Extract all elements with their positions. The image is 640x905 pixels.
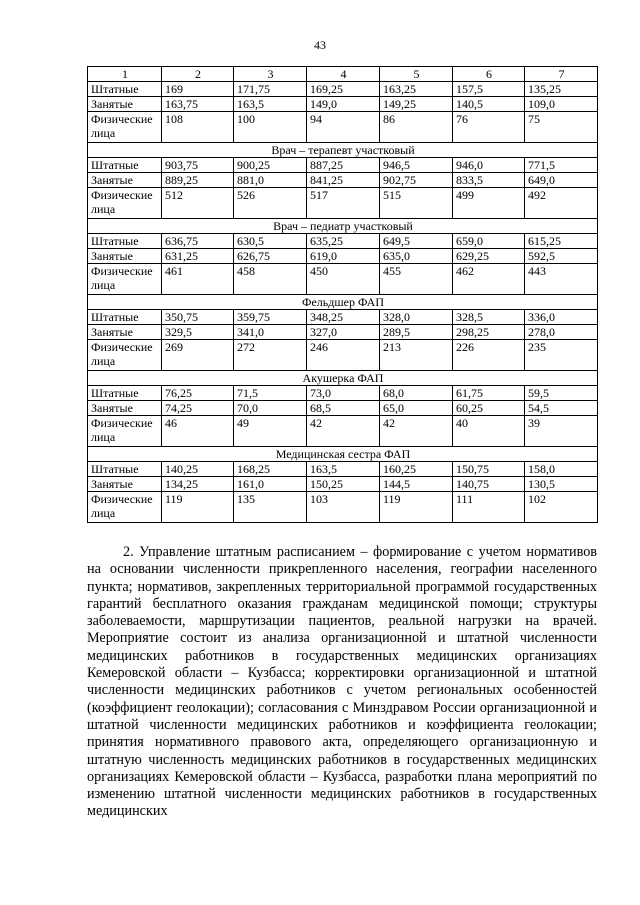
table-cell: 458 [234, 264, 307, 295]
table-row [88, 249, 598, 264]
row-label: Штатные [88, 462, 162, 477]
table-cell: 130,5 [525, 477, 598, 492]
table-cell: 515 [380, 188, 453, 219]
table-cell: 76 [453, 112, 525, 143]
table-cell: 161,0 [234, 477, 307, 492]
row-label: Штатные [88, 234, 162, 249]
table-cell: 636,75 [162, 234, 234, 249]
table-cell: 350,75 [162, 310, 234, 325]
row-label: Занятые [88, 249, 162, 264]
table-row [88, 112, 598, 143]
table-cell: 946,0 [453, 158, 525, 173]
table-cell: 102 [525, 492, 598, 523]
table-cell: 68,0 [380, 386, 453, 401]
row-label: Штатные [88, 310, 162, 325]
table-cell: 649,0 [525, 173, 598, 188]
table-cell: 630,5 [234, 234, 307, 249]
table-cell: 119 [380, 492, 453, 523]
table-cell: 71,5 [234, 386, 307, 401]
table-cell: 902,75 [380, 173, 453, 188]
table-cell: 635,0 [380, 249, 453, 264]
table-cell: 74,25 [162, 401, 234, 416]
staffing-table [87, 66, 598, 523]
table-cell: 157,5 [453, 82, 525, 97]
table-cell: 100 [234, 112, 307, 143]
table-cell: 144,5 [380, 477, 453, 492]
table-cell: 659,0 [453, 234, 525, 249]
table-cell: 841,25 [307, 173, 380, 188]
table-cell: 168,25 [234, 462, 307, 477]
row-label: Занятые [88, 401, 162, 416]
table-row [88, 401, 598, 416]
table-cell: 327,0 [307, 325, 380, 340]
table-cell: 86 [380, 112, 453, 143]
table-cell: 160,25 [380, 462, 453, 477]
table-cell: 512 [162, 188, 234, 219]
table-row [88, 173, 598, 188]
table-row [88, 264, 598, 295]
table-cell: 336,0 [525, 310, 598, 325]
table-cell: 635,25 [307, 234, 380, 249]
table-cell: 169 [162, 82, 234, 97]
table-cell: 359,75 [234, 310, 307, 325]
table-cell: 619,0 [307, 249, 380, 264]
table-cell: 946,5 [380, 158, 453, 173]
table-cell: 629,25 [453, 249, 525, 264]
table-cell: 771,5 [525, 158, 598, 173]
table-cell: 163,5 [307, 462, 380, 477]
table-cell: 289,5 [380, 325, 453, 340]
section-title: Акушерка ФАП [88, 371, 598, 386]
table-cell: 226 [453, 340, 525, 371]
table-cell: 341,0 [234, 325, 307, 340]
table-cell: 134,25 [162, 477, 234, 492]
table-cell: 328,0 [380, 310, 453, 325]
row-label: Штатные [88, 82, 162, 97]
section-title-row [88, 447, 598, 462]
table-cell: 150,25 [307, 477, 380, 492]
column-header: 1 [88, 67, 162, 82]
table-cell: 163,75 [162, 97, 234, 112]
table-cell: 492 [525, 188, 598, 219]
section-title-row [88, 295, 598, 310]
table-row [88, 416, 598, 447]
row-label: Занятые [88, 97, 162, 112]
row-label: Штатные [88, 386, 162, 401]
table-cell: 649,5 [380, 234, 453, 249]
table-cell: 135,25 [525, 82, 598, 97]
table-cell: 40 [453, 416, 525, 447]
table-cell: 833,5 [453, 173, 525, 188]
table-cell: 881,0 [234, 173, 307, 188]
table-cell: 171,75 [234, 82, 307, 97]
table-cell: 75 [525, 112, 598, 143]
table-cell: 329,5 [162, 325, 234, 340]
body-paragraph: 2. Управление штатным расписанием – формирование с учетом нормативов на основании численности прикрепленного населения, географии населенного пункта; нормативов, закрепленных территориальной программой государственных гарантий бесплатного оказания гражданам медицинской помощи; структуры заболеваемости, маршрутизации пациентов, реальной нагрузки на врачей. Мероприятие состоит из анализа организационной и штатной численности медицинских работников в государственных медицинских организациях Кемеровской области – Кузбасса; корректировки организационной и штатной численности медицинских работников с учетом региональных особенностей (коэффициент геолокации); согласования с Минздравом России организационной и штатной численности медицинских работников и коэффициента геолокации; принятия нормативного правового акта, определяющего организационную и штатную численность медицинских работников в государственных медицинских организациях Кемеровской области – Кузбасса, разработки плана мероприятий по изменению штатной численности медицинских работников в государственных медицинских [87, 544, 597, 820]
table-cell: 499 [453, 188, 525, 219]
table-cell: 903,75 [162, 158, 234, 173]
table-cell: 111 [453, 492, 525, 523]
table-cell: 109,0 [525, 97, 598, 112]
section-title: Медицинская сестра ФАП [88, 447, 598, 462]
table-cell: 60,25 [453, 401, 525, 416]
table-cell: 76,25 [162, 386, 234, 401]
page-number: 43 [314, 38, 326, 52]
row-label: Занятые [88, 477, 162, 492]
table-cell: 140,5 [453, 97, 525, 112]
table-cell: 163,25 [380, 82, 453, 97]
table-cell: 462 [453, 264, 525, 295]
table-cell: 61,75 [453, 386, 525, 401]
table-cell: 73,0 [307, 386, 380, 401]
table-row [88, 234, 598, 249]
row-label: Занятые [88, 325, 162, 340]
table-cell: 278,0 [525, 325, 598, 340]
table-row [88, 492, 598, 523]
table-cell: 592,5 [525, 249, 598, 264]
table-cell: 140,75 [453, 477, 525, 492]
table-row [88, 477, 598, 492]
table-row [88, 188, 598, 219]
table-cell: 517 [307, 188, 380, 219]
table-cell: 150,75 [453, 462, 525, 477]
table-cell: 94 [307, 112, 380, 143]
table-cell: 70,0 [234, 401, 307, 416]
table-cell: 42 [307, 416, 380, 447]
column-header: 2 [162, 67, 234, 82]
table-row [88, 325, 598, 340]
table-cell: 119 [162, 492, 234, 523]
section-title-row [88, 371, 598, 386]
column-header: 3 [234, 67, 307, 82]
table-cell: 135 [234, 492, 307, 523]
table-cell: 46 [162, 416, 234, 447]
section-title: Врач – педиатр участковый [88, 219, 598, 234]
column-header: 7 [525, 67, 598, 82]
table-cell: 887,25 [307, 158, 380, 173]
section-title-row [88, 219, 598, 234]
table-cell: 163,5 [234, 97, 307, 112]
row-label: Физические лица [88, 416, 162, 447]
section-title: Врач – терапевт участковый [88, 143, 598, 158]
table-row [88, 82, 598, 97]
section-title-row [88, 143, 598, 158]
table-cell: 526 [234, 188, 307, 219]
table-row [88, 97, 598, 112]
table-cell: 42 [380, 416, 453, 447]
column-header: 5 [380, 67, 453, 82]
table-header-row [88, 67, 598, 82]
column-header: 4 [307, 67, 380, 82]
table-cell: 140,25 [162, 462, 234, 477]
table-cell: 328,5 [453, 310, 525, 325]
table-row [88, 386, 598, 401]
table-cell: 59,5 [525, 386, 598, 401]
row-label: Физические лица [88, 492, 162, 523]
table-cell: 39 [525, 416, 598, 447]
table-cell: 169,25 [307, 82, 380, 97]
table-cell: 269 [162, 340, 234, 371]
table-cell: 889,25 [162, 173, 234, 188]
section-title: Фельдшер ФАП [88, 295, 598, 310]
column-header: 6 [453, 67, 525, 82]
table-cell: 108 [162, 112, 234, 143]
table-row [88, 158, 598, 173]
table-row [88, 310, 598, 325]
table-cell: 158,0 [525, 462, 598, 477]
table-cell: 615,25 [525, 234, 598, 249]
row-label: Физические лица [88, 340, 162, 371]
row-label: Физические лица [88, 112, 162, 143]
table-cell: 443 [525, 264, 598, 295]
table-cell: 298,25 [453, 325, 525, 340]
table-cell: 235 [525, 340, 598, 371]
table-cell: 626,75 [234, 249, 307, 264]
table-row [88, 340, 598, 371]
table-cell: 65,0 [380, 401, 453, 416]
table-cell: 213 [380, 340, 453, 371]
table-cell: 149,25 [380, 97, 453, 112]
table-cell: 68,5 [307, 401, 380, 416]
row-label: Физические лица [88, 188, 162, 219]
table-cell: 461 [162, 264, 234, 295]
row-label: Физические лица [88, 264, 162, 295]
table-cell: 900,25 [234, 158, 307, 173]
table-cell: 272 [234, 340, 307, 371]
table-cell: 103 [307, 492, 380, 523]
table-cell: 631,25 [162, 249, 234, 264]
row-label: Занятые [88, 173, 162, 188]
table-row [88, 462, 598, 477]
table-cell: 450 [307, 264, 380, 295]
table-cell: 149,0 [307, 97, 380, 112]
row-label: Штатные [88, 158, 162, 173]
table-cell: 455 [380, 264, 453, 295]
table-cell: 246 [307, 340, 380, 371]
table-cell: 348,25 [307, 310, 380, 325]
table-cell: 49 [234, 416, 307, 447]
table-cell: 54,5 [525, 401, 598, 416]
